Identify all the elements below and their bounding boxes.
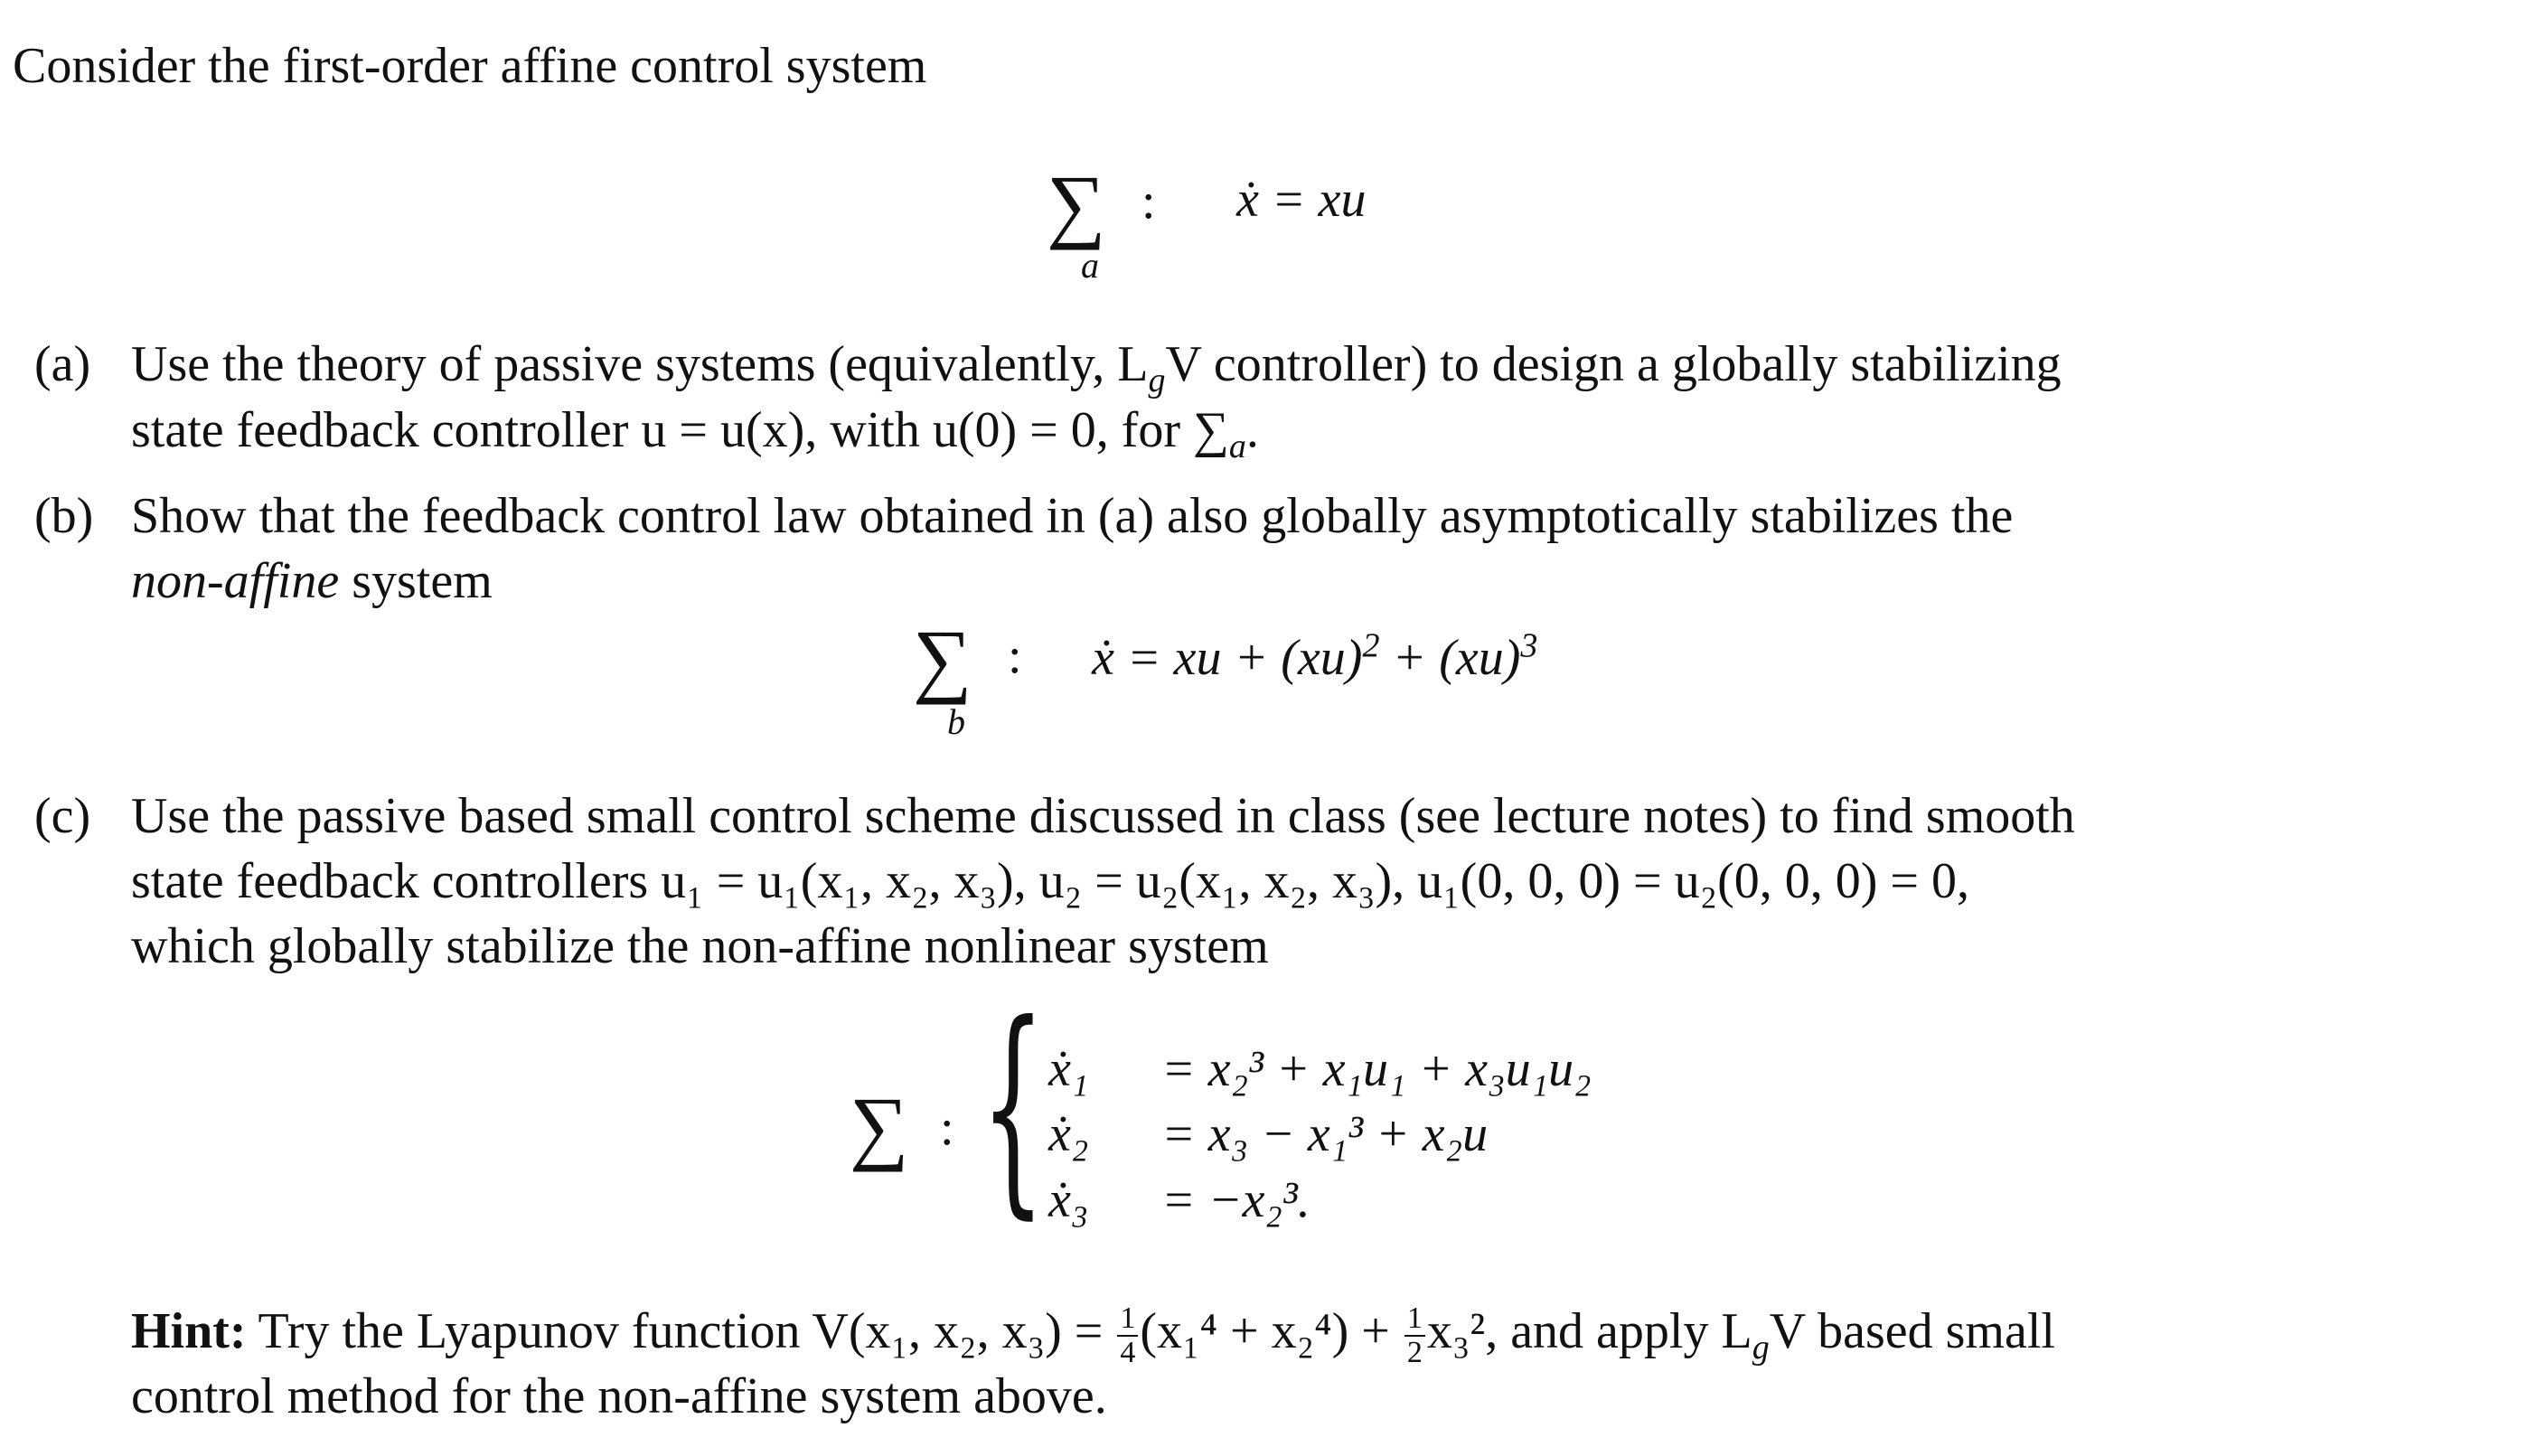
sigma-a-colon: : [1141,174,1156,230]
part-a-line2-end: . [1245,402,1259,458]
equation-b-exp1: 2 [1362,626,1380,665]
hint-text3-sub: g [1752,1329,1770,1367]
hint-frac2 [1404,1302,1425,1368]
sigma-b-symbol: ∑ [913,613,972,705]
left-brace: { [981,975,1046,1238]
sys-c-row3-rhs: = −x₂³. [1161,1172,1310,1228]
equation-b-mid: + (xu) [1379,630,1521,686]
part-a-line2 [131,400,1259,466]
hint-text2: (x₁⁴ + x₂⁴) + [1140,1303,1403,1359]
hint-frac1-num: 1 [1117,1302,1138,1337]
part-a-line2-sub: a [1228,427,1246,466]
sys-c-row1-rhs: = x₂³ + x₁u₁ + x₃u₁u₂ [1161,1041,1592,1097]
part-b-italic: non-affine [131,553,340,609]
part-c-label: (c) [34,788,91,844]
sigma-c-symbol: ∑ [850,1080,909,1172]
hint-frac2-num: 1 [1404,1302,1425,1337]
part-a-label: (a) [34,336,91,392]
hint-line1 [131,1301,2055,1369]
sigma-b-colon: : [1008,628,1022,684]
part-c-line2: state feedback controllers u₁ = u₁(x₁, x₂, x₃), u₂ = u₂(x₁, x₂, x₃), u₁(0, 0, 0) = u₂(0, 0, 0) = 0, [131,853,1969,909]
sys-c-row2-rhs: = x₃ − x₁³ + x₂u [1161,1106,1489,1162]
sigma-a-subscript: a [1081,245,1099,286]
part-c-line1: Use the passive based small control scheme discussed in class (see lecture notes) to find smooth [131,788,2075,844]
part-a-line1-text: Use the theory of passive systems (equivalently, L [131,336,1149,392]
part-b-line2 [131,551,493,612]
part-a-line1-sub: g [1148,362,1166,400]
intro-text: Consider the first-order affine control system [13,38,927,94]
part-a-line1 [131,334,2445,400]
sigma-b-subscript: b [947,701,965,742]
part-c-line3: which globally stabilize the non-affine nonlinear system [131,918,1269,974]
hint-frac2-den: 2 [1406,1336,1423,1370]
hint-frac1 [1117,1302,1138,1368]
hint-text3: x₃², and apply L [1426,1303,1752,1359]
equation-b [1092,628,1537,689]
hint-text1: Try the Lyapunov function V(x₁, x₂, x₃) = [246,1303,1116,1359]
sys-c-row2-lhs: ẋ₂ [1048,1106,1089,1162]
hint-frac1-den: 4 [1120,1336,1136,1370]
part-b-line2-rest: system [339,553,493,609]
sigma-c-colon: : [940,1100,954,1156]
part-b-label: (b) [34,488,94,544]
part-b-line1: Show that the feedback control law obtained in (a) also globally asymptotically stabilizes the [131,488,2014,544]
sys-c-row1-lhs: ẋ₁ [1048,1041,1089,1097]
equation-b-part1: ẋ = xu + (xu) [1092,630,1363,686]
sys-c-row3-lhs: ẋ₃ [1048,1172,1089,1228]
hint-text4: V based small [1769,1303,2055,1359]
sigma-a-symbol: ∑ [1047,158,1106,250]
equation-a: ẋ = xu [1236,172,1367,228]
part-a-line2-text: state feedback controller u = u(x), with u(0) = 0, for ∑ [131,402,1229,458]
hint-line2: control method for the non-affine system above. [131,1368,1107,1424]
hint-label: Hint: [131,1303,247,1359]
equation-b-exp2: 3 [1520,626,1538,665]
part-a-line1-rest: V controller) to design a globally stabilizing [1165,336,2062,392]
